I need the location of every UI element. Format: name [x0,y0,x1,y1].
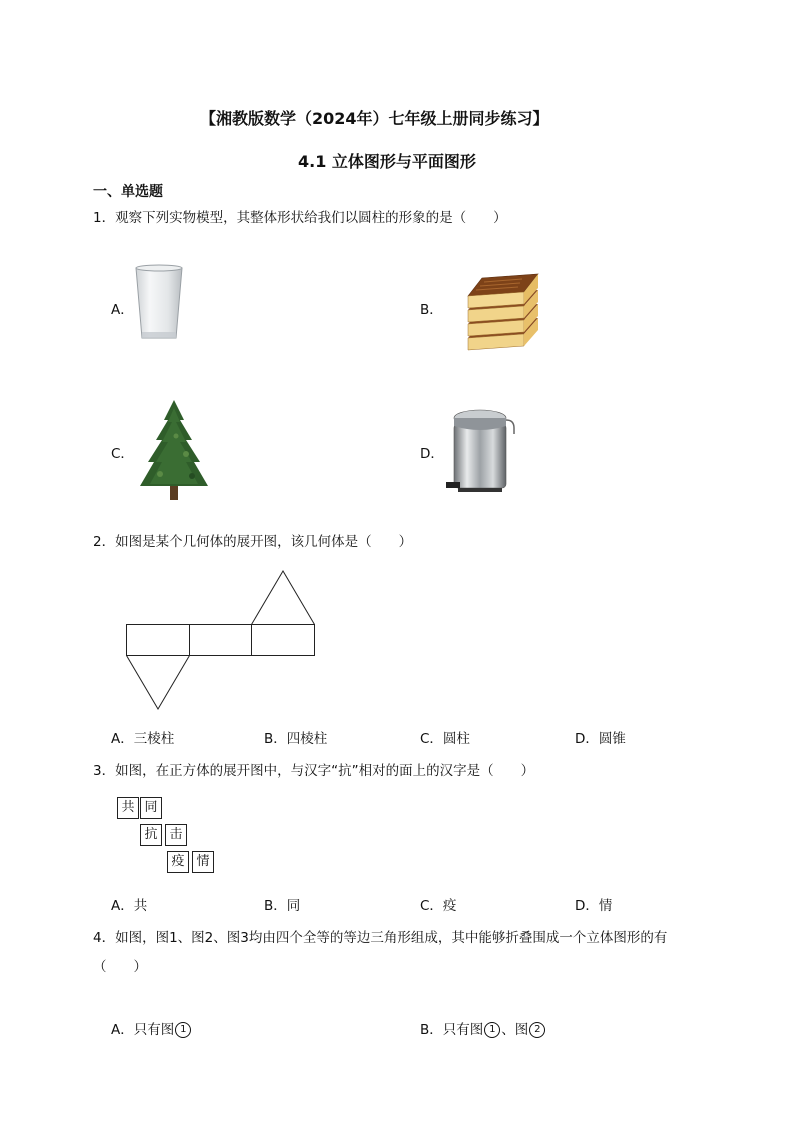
glass-image [134,264,184,342]
net-cell: 同 [140,797,162,819]
q3-option-d: D．情 [575,898,613,914]
question-4-text-cont: （ ） [93,959,147,975]
q2-option-a: A．三棱柱 [111,731,175,747]
books-image [462,270,542,360]
net-cell: 击 [165,824,187,846]
trash-bin-image [444,404,516,496]
circled-number: 1 [175,1022,191,1038]
q4-option-a [111,1018,192,1038]
q1-option-d-label: D． [420,446,444,462]
q3-option-b: B．同 [264,898,301,914]
page-title: 【湘教版数学（2024年）七年级上册同步练习】 [200,109,549,128]
q3-option-a: A．共 [111,898,148,914]
question-2-text: 2．如图是某个几何体的展开图，该几何体是（ ） [93,534,413,550]
q4-option-b [420,1018,546,1038]
net-cell: 情 [192,851,214,873]
q2-option-d: D．圆锥 [575,731,626,747]
q4-option-a-label: A．只有图 [111,1022,175,1038]
net-cell: 疫 [167,851,189,873]
q4-option-b-label: B．只有图 [420,1022,484,1038]
q1-option-a-label: A． [111,302,134,318]
q1-option-b-label: B． [420,302,443,318]
circled-number: 1 [484,1022,500,1038]
net-cell: 共 [117,797,139,819]
pine-tree-image [136,398,212,504]
section-heading: 一、单选题 [93,184,163,200]
prism-net-diagram [126,570,316,712]
question-4-text: 4．如图，图1、图2、图3均由四个全等的等边三角形组成，其中能够折叠围成一个立体图形的有 [93,930,668,946]
circled-number: 2 [529,1022,545,1038]
page-subtitle: 4.1 立体图形与平面图形 [298,152,476,171]
question-3-text: 3．如图，在正方体的展开图中，与汉字“抗”相对的面上的汉字是（ ） [93,763,535,779]
separator: 、图 [501,1022,529,1038]
q2-option-b: B．四棱柱 [264,731,328,747]
question-1-text: 1．观察下列实物模型，其整体形状给我们以圆柱的形象的是（ ） [93,210,507,226]
q3-option-c: C．疫 [420,898,457,914]
q1-option-c-label: C． [111,446,134,462]
net-cell: 抗 [140,824,162,846]
q2-option-c: C．圆柱 [420,731,470,747]
